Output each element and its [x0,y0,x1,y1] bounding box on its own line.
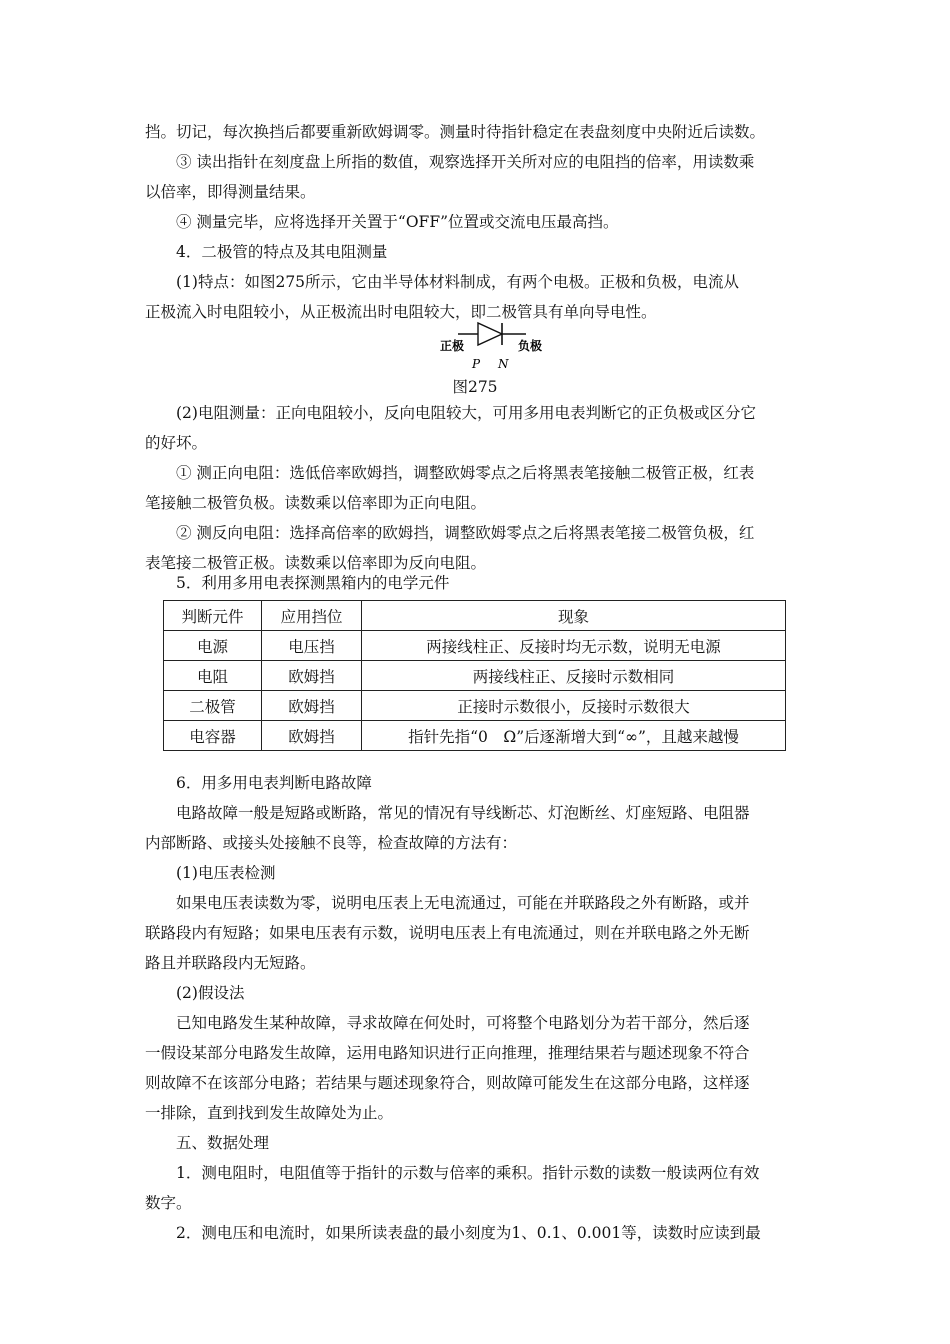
component-table [163,600,786,751]
p-label: P [472,357,481,371]
table-cell: 电容器 [164,721,262,751]
table-cell: 电压挡 [262,631,362,661]
paragraph-line: 一假设某部分电路发生故障，运用电路知识进行正向推理，推理结果若与题述现象不符合 [145,1044,750,1062]
paragraph-line: 已知电路发生某种故障，寻求故障在何处时，可将整个电路划分为若干部分，然后逐 [176,1014,750,1032]
table-cell: 二极管 [164,691,262,721]
paragraph-line: 数字。 [145,1194,192,1212]
table-header: 判断元件 [164,601,262,631]
table-header-row [164,601,786,631]
table-row [164,631,786,661]
n-label: N [498,357,509,371]
subheading: (2)假设法 [176,984,245,1002]
section-heading: 6．用多用电表判断电路故障 [176,774,372,792]
table-cell: 电阻 [164,661,262,691]
paragraph-line: 的好坏。 [145,434,208,452]
table-header: 现象 [362,601,786,631]
table-cell: 指针先指“0 Ω”后逐渐增大到“∞”，且越来越慢 [362,721,786,751]
table-cell: 两接线柱正、反接时均无示数，说明无电源 [362,631,786,661]
figure-caption: 图275 [452,378,498,396]
paragraph-line: ④ 测量完毕，应将选择开关置于“OFF”位置或交流电压最高挡。 [176,213,619,231]
paragraph-line: 2．测电压和电流时，如果所读表盘的最小刻度为1、0.1、0.001等，读数时应读到最 [176,1224,761,1242]
paragraph-line: 如果电压表读数为零，说明电压表上无电流通过，可能在并联路段之外有断路，或并 [176,894,750,912]
paragraph-line: 路且并联路段内无短路。 [145,954,316,972]
paragraph-line: 联路段内有短路；如果电压表有示数，说明电压表上有电流通过，则在并联电路之外无断 [145,924,750,942]
diode-figure [438,318,550,374]
paragraph-line: 挡。切记，每次换挡后都要重新欧姆调零。测量时待指针稳定在表盘刻度中央附近后读数。 [145,123,766,141]
negative-label: 负极 [518,339,543,353]
paragraph-line: 1．测电阻时，电阻值等于指针的示数与倍率的乘积。指针示数的读数一般读两位有效 [176,1164,760,1182]
section-heading: 4．二极管的特点及其电阻测量 [176,243,388,261]
table-cell: 欧姆挡 [262,661,362,691]
table-cell: 正接时示数很小，反接时示数很大 [362,691,786,721]
paragraph-line: (2)电阻测量：正向电阻较小，反向电阻较大，可用多用电表判断它的正负极或区分它 [176,404,756,422]
paragraph-line: 以倍率，即得测量结果。 [145,183,316,201]
section-heading: 五、数据处理 [176,1134,270,1152]
positive-label: 正极 [440,339,465,353]
table-cell: 电源 [164,631,262,661]
table-row [164,691,786,721]
section-heading: 5．利用多用电表探测黑箱内的电学元件 [176,574,450,592]
paragraph-line: 正极流入时电阻较小，从正极流出时电阻较大，即二极管具有单向导电性。 [145,303,657,321]
paragraph-line: 表笔接二极管正极。读数乘以倍率即为反向电阻。 [145,554,487,572]
paragraph-line: (1)特点：如图275所示，它由半导体材料制成，有两个电极。正极和负极，电流从 [176,273,740,291]
paragraph-line: 电路故障一般是短路或断路，常见的情况有导线断芯、灯泡断丝、灯座短路、电阻器 [176,804,750,822]
paragraph-line: 内部断路、或接头处接触不良等，检查故障的方法有： [145,834,518,852]
table-cell: 欧姆挡 [262,691,362,721]
table-cell: 两接线柱正、反接时示数相同 [362,661,786,691]
subheading: (1)电压表检测 [176,864,276,882]
paragraph-line: ① 测正向电阻：选低倍率欧姆挡，调整欧姆零点之后将黑表笔接触二极管正极，红表 [176,464,755,482]
table-header: 应用挡位 [262,601,362,631]
table-row [164,661,786,691]
paragraph-line: 一排除，直到找到发生故障处为止。 [145,1104,394,1122]
table-row [164,721,786,751]
paragraph-line: ③ 读出指针在刻度盘上所指的数值，观察选择开关所对应的电阻挡的倍率，用读数乘 [176,153,755,171]
paragraph-line: 则故障不在该部分电路；若结果与题述现象符合，则故障可能发生在这部分电路，这样逐 [145,1074,750,1092]
paragraph-line: 笔接触二极管负极。读数乘以倍率即为正向电阻。 [145,494,487,512]
table-cell: 欧姆挡 [262,721,362,751]
paragraph-line: ② 测反向电阻：选择高倍率的欧姆挡，调整欧姆零点之后将黑表笔接二极管负极，红 [176,524,755,542]
